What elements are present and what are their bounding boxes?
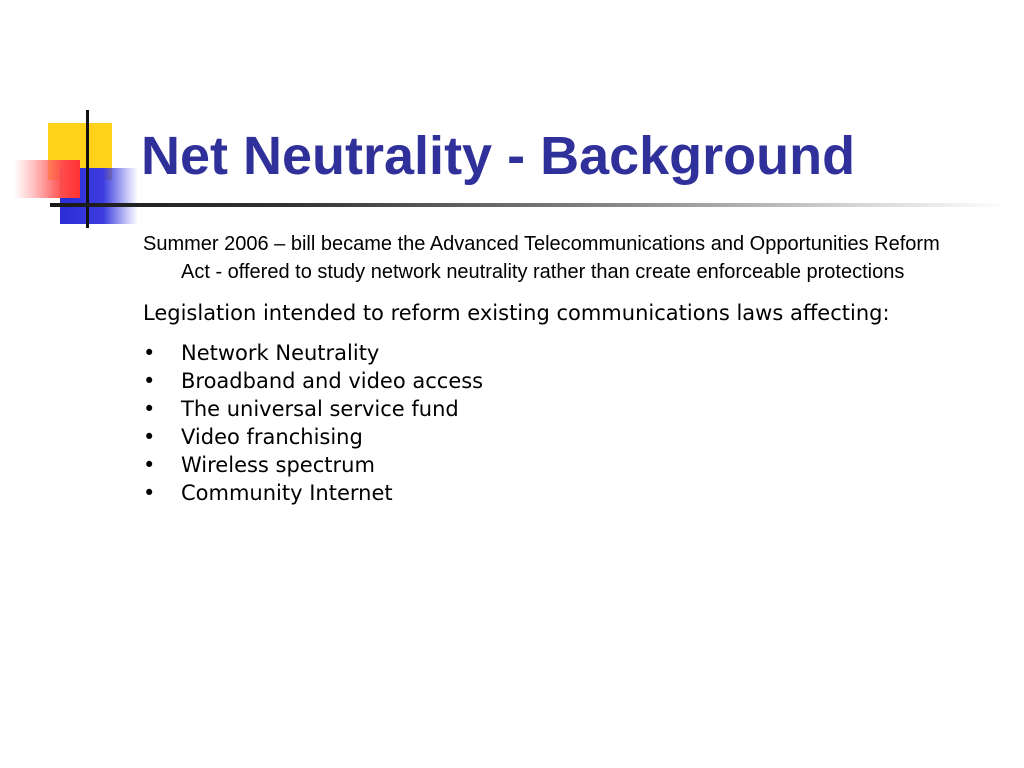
bullet-icon: • <box>143 397 156 421</box>
bullet-icon: • <box>143 341 156 365</box>
slide-title: Net Neutrality - Background <box>141 126 856 186</box>
list-item <box>143 395 973 423</box>
title-underline <box>50 203 1010 207</box>
list-item <box>143 451 973 479</box>
paragraph-summer-2006: Summer 2006 – bill became the Advanced Telecommunications and Opportunities Reform Act - offered to study network neutrality rather than create enforceable protections <box>143 233 940 283</box>
bullet-icon: • <box>143 481 156 505</box>
logo-vertical-line <box>86 110 89 228</box>
bullet-text: Wireless spectrum <box>181 453 375 477</box>
list-item <box>143 479 973 507</box>
bullet-text: The universal service fund <box>181 397 459 421</box>
slide-body <box>143 230 973 507</box>
bullet-icon: • <box>143 453 156 477</box>
list-item <box>143 423 973 451</box>
bullet-text: Broadband and video access <box>181 369 484 393</box>
bullet-list <box>143 339 973 507</box>
bullet-icon: • <box>143 425 156 449</box>
bullet-text: Community Internet <box>181 481 393 505</box>
list-item <box>143 367 973 395</box>
list-item <box>143 339 973 367</box>
logo-red-square <box>14 160 80 198</box>
bullet-icon: • <box>143 369 156 393</box>
bullet-text: Network Neutrality <box>181 341 380 365</box>
bullet-text: Video franchising <box>181 425 363 449</box>
paragraph-legislation: Legislation intended to reform existing communications laws affecting: <box>143 301 890 325</box>
